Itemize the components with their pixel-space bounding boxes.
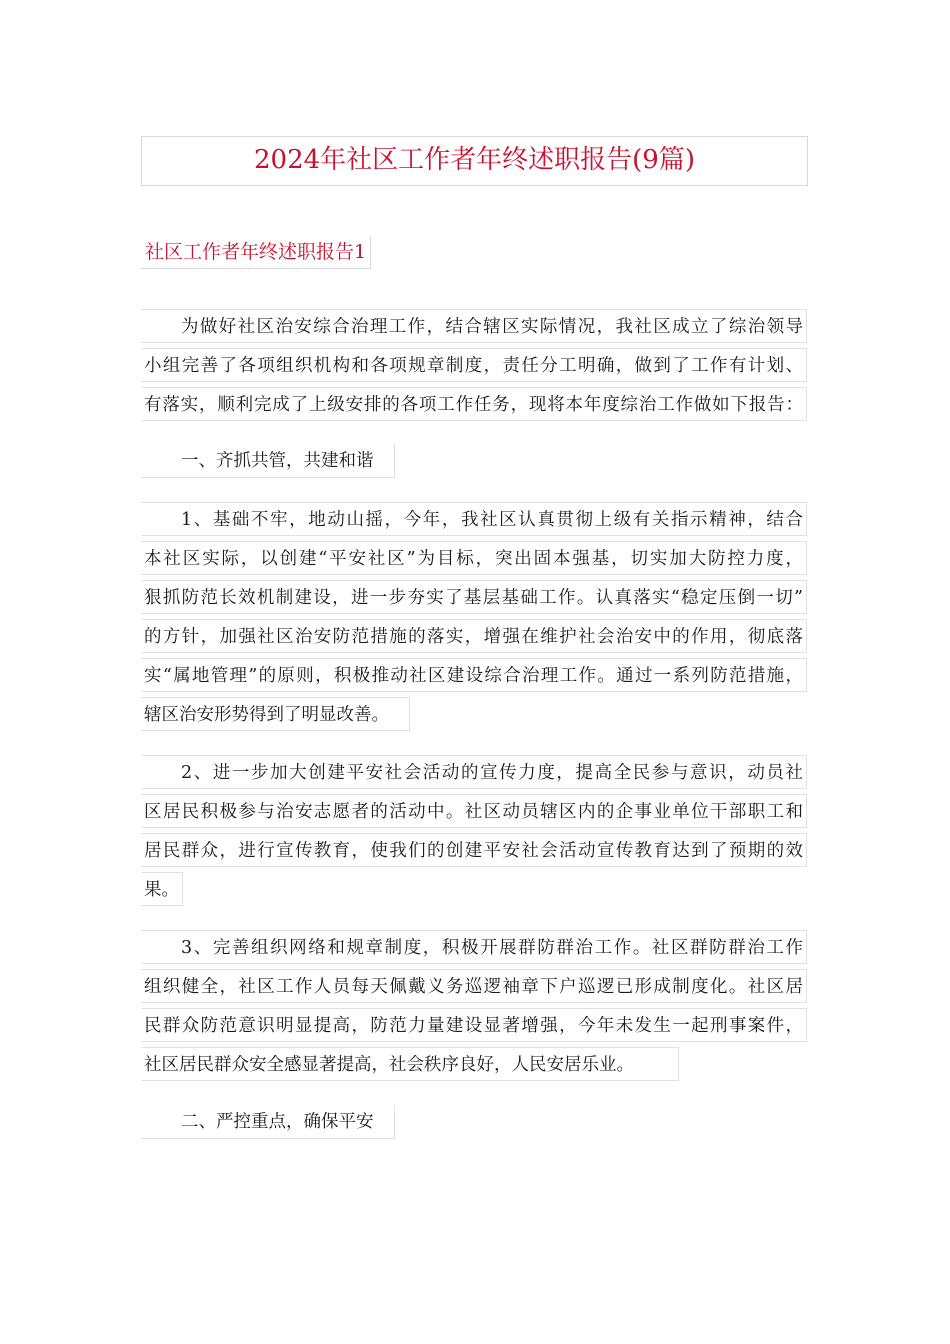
paragraph-3-line: 社区居民群众安全感显著提高，社会秩序良好，人民安居乐业。 [141, 1047, 679, 1081]
paragraph-1-line: 本社区实际，以创建“平安社区”为目标，突出固本强基，切实加大防控力度， [141, 541, 807, 575]
paragraph-1-line: 辖区治安形势得到了明显改善。 [141, 697, 410, 731]
paragraph-2-line: 区居民积极参与治安志愿者的活动中。社区动员辖区内的企事业单位干部职工和 [141, 794, 807, 828]
paragraph-2-line: 果。 [141, 872, 183, 906]
paragraph-2-line: 2、进一步加大创建平安社会活动的宣传力度，提高全民参与意识，动员社 [141, 755, 807, 789]
paragraph-1-line: 实“属地管理”的原则，积极推动社区建设综合治理工作。通过一系列防范措施， [141, 658, 807, 692]
section-heading-2: 二、严控重点，确保平安 [141, 1105, 395, 1139]
intro-line: 为做好社区治安综合治理工作，结合辖区实际情况，我社区成立了综治领导 [141, 309, 807, 343]
paragraph-3-line: 组织健全，社区工作人员每天佩戴义务巡逻袖章下户巡逻已形成制度化。社区居 [141, 969, 807, 1003]
paragraph-3-line: 民群众防范意识明显提高，防范力量建设显著增强，今年未发生一起刑事案件， [141, 1008, 807, 1042]
paragraph-3-line: 3、完善组织网络和规章制度，积极开展群防群治工作。社区群防群治工作 [141, 930, 807, 964]
section-subtitle: 社区工作者年终述职报告1 [141, 236, 371, 269]
paragraph-1-line: 的方针，加强社区治安防范措施的落实，增强在维护社会治安中的作用，彻底落 [141, 619, 807, 653]
paragraph-1-line: 狠抓防范长效机制建设，进一步夯实了基层基础工作。认真落实“稳定压倒一切” [141, 580, 807, 614]
section-heading-1: 一、齐抓共管，共建和谐 [141, 444, 395, 478]
document-title: 2024年社区工作者年终述职报告(9篇) [141, 136, 808, 186]
intro-line: 小组完善了各项组织机构和各项规章制度，责任分工明确，做到了工作有计划、 [141, 348, 807, 382]
intro-line: 有落实，顺利完成了上级安排的各项工作任务，现将本年度综治工作做如下报告： [141, 387, 807, 421]
paragraph-1-line: 1、基础不牢，地动山摇，今年，我社区认真贯彻上级有关指示精神，结合 [141, 502, 807, 536]
paragraph-2-line: 居民群众，进行宣传教育，使我们的创建平安社会活动宣传教育达到了预期的效 [141, 833, 807, 867]
